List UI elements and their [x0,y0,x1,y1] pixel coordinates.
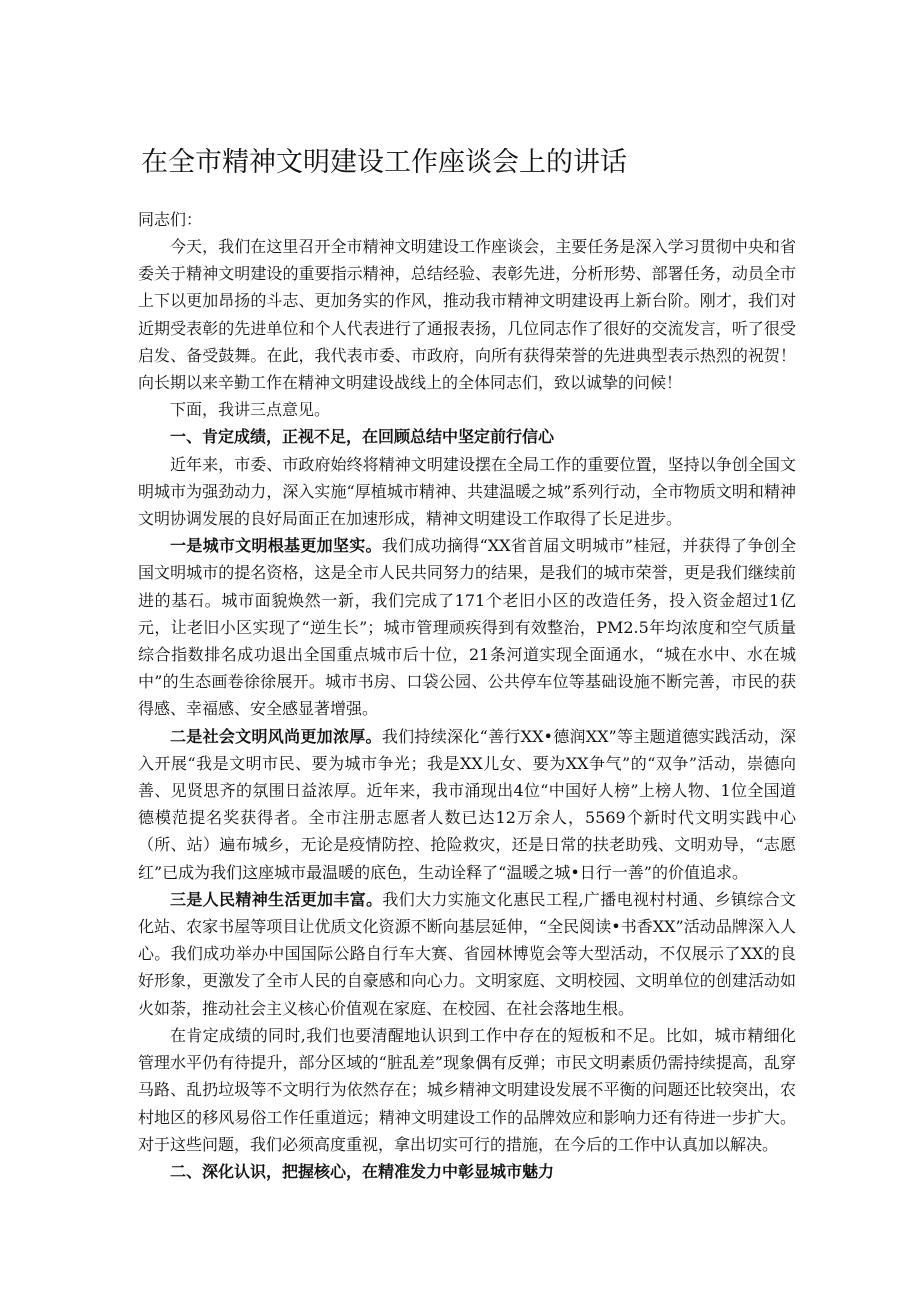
section2-heading: 二、深化认识，把握核心，在精准发力中彰显城市魅力 [170,1161,555,1181]
point3-body: 我们大力实施文化惠民工程,广播电视村村通、乡镇综合文化站、农家书屋等项目让优质文化资源不断向基层延伸，“全民阅读•书香XX”活动品牌深入人心。我们成功举办中国国际公路自行车大赛、省园林博览会等大型活动，不仅展示了XX的良好形象，更激发了全市人民的自豪感和向心力。文明家庭、文明校园、文明单位的创建活动如火如荼，推动社会主义核心价值观在家庭、在校园、在社会落地生根。 [138,889,796,1018]
document-title: 在全市精神文明建设工作座谈会上的讲话 [141,147,627,178]
transition-paragraph: 下面，我讲三点意见。 [170,400,331,420]
section1-point3 [138,886,796,1022]
section1-point1 [138,532,796,722]
point1-body: 我们成功摘得“XX省首届文明城市”桂冠，并获得了争创全国文明城市的提名资格，这是全市人民共同努力的结果，是我们的城市荣誉，更是我们继续前进的基石。城市面貌焕然一新，我们完成了171个老旧小区的改造任务，投入资金超过1亿元，让老旧小区实现了“逆生长”；城市管理顽疾得到有效整治，PM2.5年均浓度和空气质量综合指数排名成功退出全国重点城市后十位，21条河道实现全面通水，“城在水中、水在城中”的生态画卷徐徐展开。城市书房、口袋公园、公共停车位等基础设施不断完善，市民的获得感、幸福感、安全感显著增强。 [138,536,796,719]
point1-lead: 一是城市文明根基更加坚实。 [170,536,382,556]
point3-lead: 三是人民精神生活更加丰富。 [170,889,383,909]
section1-point2 [138,723,796,886]
intro-paragraph: 今天，我们在这里召开全市精神文明建设工作座谈会，主要任务是深入学习贯彻中央和省委关于精神文明建设的重要指示精神，总结经验、表彰先进，分析形势、部署任务，动员全市上下以更加昂扬的斗志、更加务实的作风，推动我市精神文明建设再上新台阶。刚才，我们对近期受表彰的先进单位和个人代表进行了通报表扬，几位同志作了很好的交流发言，听了很受启发、备受鼓舞。在此，我代表市委、市政府，向所有获得荣誉的先进典型表示热烈的祝贺！向长期以来辛勤工作在精神文明建设战线上的全体同志们，致以诚挚的问候！ [138,237,796,393]
document-page [138,140,796,1185]
salutation: 同志们： [138,210,203,229]
point2-body: 我们持续深化“善行XX•德润XX”等主题道德实践活动，深入开展“我是文明市民、要为城市争光；我是XX儿女、要为XX争气”的“双争”活动，崇德向善、见贤思齐的氛围日益浓厚。近年来，我市涌现出4位“中国好人榜”上榜人物、1位全国道德模范提名奖获得者。全市注册志愿者人数已达12万余人，5569个新时代文明实践中心（所、站）遍布城乡，无论是疫情防控、抢险救灾，还是日常的扶老助残、文明劝导，“志愿红”已成为我们这座城市最温暖的底色，生动诠释了“温暖之城•日行一善”的价值追求。 [138,726,796,882]
section1-shortcomings: 在肯定成绩的同时,我们也要清醒地认识到工作中存在的短板和不足。比如，城市精细化管理水平仍有待提升，部分区域的“脏乱差”现象偶有反弹；市民文明素质仍需持续提高，乱穿马路、乱扔垃圾等不文明行为依然存在；城乡精神文明建设发展不平衡的问题还比较突出，农村地区的移风易俗工作任重道远；精神文明建设工作的品牌效应和影响力还有待进一步扩大。对于这些问题，我们必须高度重视，拿出切实可行的措施，在今后的工作中认真加以解决。 [138,1025,796,1154]
section1-overview: 近年来，市委、市政府始终将精神文明建设摆在全局工作的重要位置，坚持以争创全国文明城市为强劲动力，深入实施“厚植城市精神、共建温暖之城”系列行动，全市物质文明和精神文明协调发展的良好局面正在加速形成，精神文明建设工作取得了长足进步。 [138,454,796,529]
section1-heading: 一、肯定成绩，正视不足，在回顾总结中坚定前行信心 [170,427,555,447]
point2-lead: 二是社会文明风尚更加浓厚。 [170,726,382,746]
